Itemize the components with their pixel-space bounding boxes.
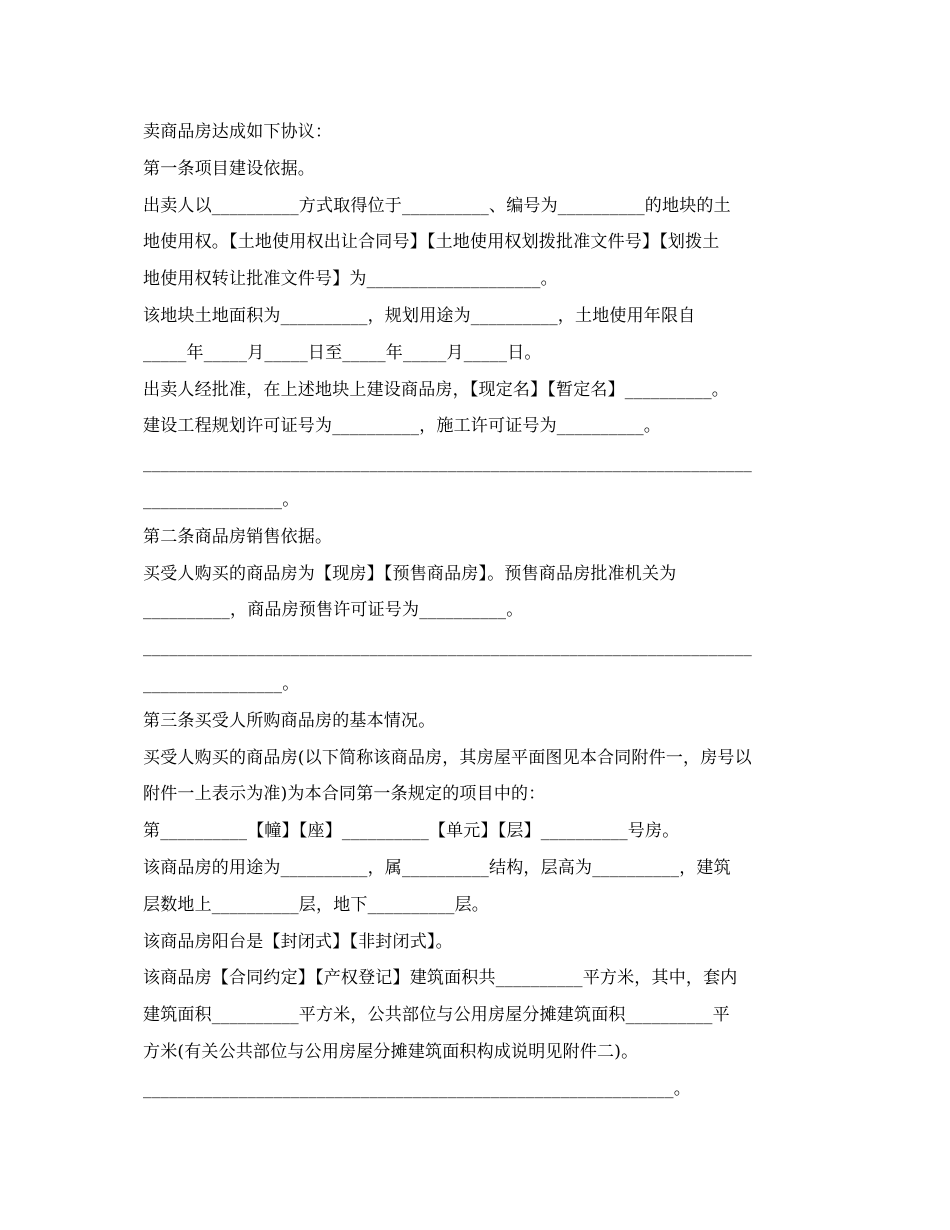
section-heading: 第一条项目建设依据。	[143, 158, 315, 179]
blank-line: ________________。	[143, 673, 300, 694]
text-line: 该商品房阳台是【封闭式】【非封闭式】。	[143, 931, 453, 952]
text-line: 地使用权转让批准文件号】为____________________。	[143, 269, 558, 290]
text-line: 卖商品房达成如下协议：	[143, 122, 333, 142]
text-line: 层数地上__________层，地下__________层。	[143, 894, 489, 915]
text-line: 出卖人以__________方式取得位于__________、编号为__________的地块的土	[143, 195, 731, 216]
section-heading: 第三条买受人所购商品房的基本情况。	[143, 710, 436, 731]
document-body	[143, 114, 808, 1108]
text-line: 第__________【幢】【座】__________【单元】【层】__________号房。	[143, 821, 680, 842]
text-line: __________，商品房预售许可证号为__________。	[143, 600, 524, 621]
blank-line: ______________________________________________________________________	[143, 453, 752, 474]
blank-line: ________________。	[143, 489, 300, 510]
text-line: 建筑面积__________平方米，公共部位与公用房屋分摊建筑面积__________平	[143, 1005, 730, 1026]
blank-line: ______________________________________________________________________	[143, 637, 752, 658]
section-heading: 第二条商品房销售依据。	[143, 526, 333, 547]
text-line: 该商品房的用途为__________，属__________结构，层高为__________，建筑	[143, 857, 731, 878]
text-line: _____年_____月_____日至_____年_____月_____日。	[143, 342, 542, 363]
text-line: 方米(有关公共部位与公用房屋分摊建筑面积构成说明见附件二)。	[143, 1041, 639, 1062]
text-line: 该地块土地面积为__________，规划用途为__________，土地使用年限自	[143, 305, 696, 326]
text-line: 该商品房【合同约定】【产权登记】建筑面积共__________平方米，其中，套内	[143, 968, 738, 989]
text-line: 买受人购买的商品房为【现房】【预售商品房】。预售商品房批准机关为	[143, 563, 677, 584]
blank-line: _____________________________________________________________。	[143, 1078, 691, 1099]
text-line: 附件一上表示为准)为本合同第一条规定的项目中的：	[143, 784, 546, 805]
text-line: 建设工程规划许可证号为__________，施工许可证号为__________。	[143, 416, 661, 437]
text-line: 买受人购买的商品房(以下简称该商品房，其房屋平面图见本合同附件一，房号以	[143, 747, 752, 768]
text-line: 地使用权。【土地使用权出让合同号】【土地使用权划拨批准文件号】【划拨土	[143, 232, 720, 253]
text-line: 出卖人经批准，在上述地块上建设商品房，【现定名】【暂定名】__________。	[143, 379, 729, 400]
